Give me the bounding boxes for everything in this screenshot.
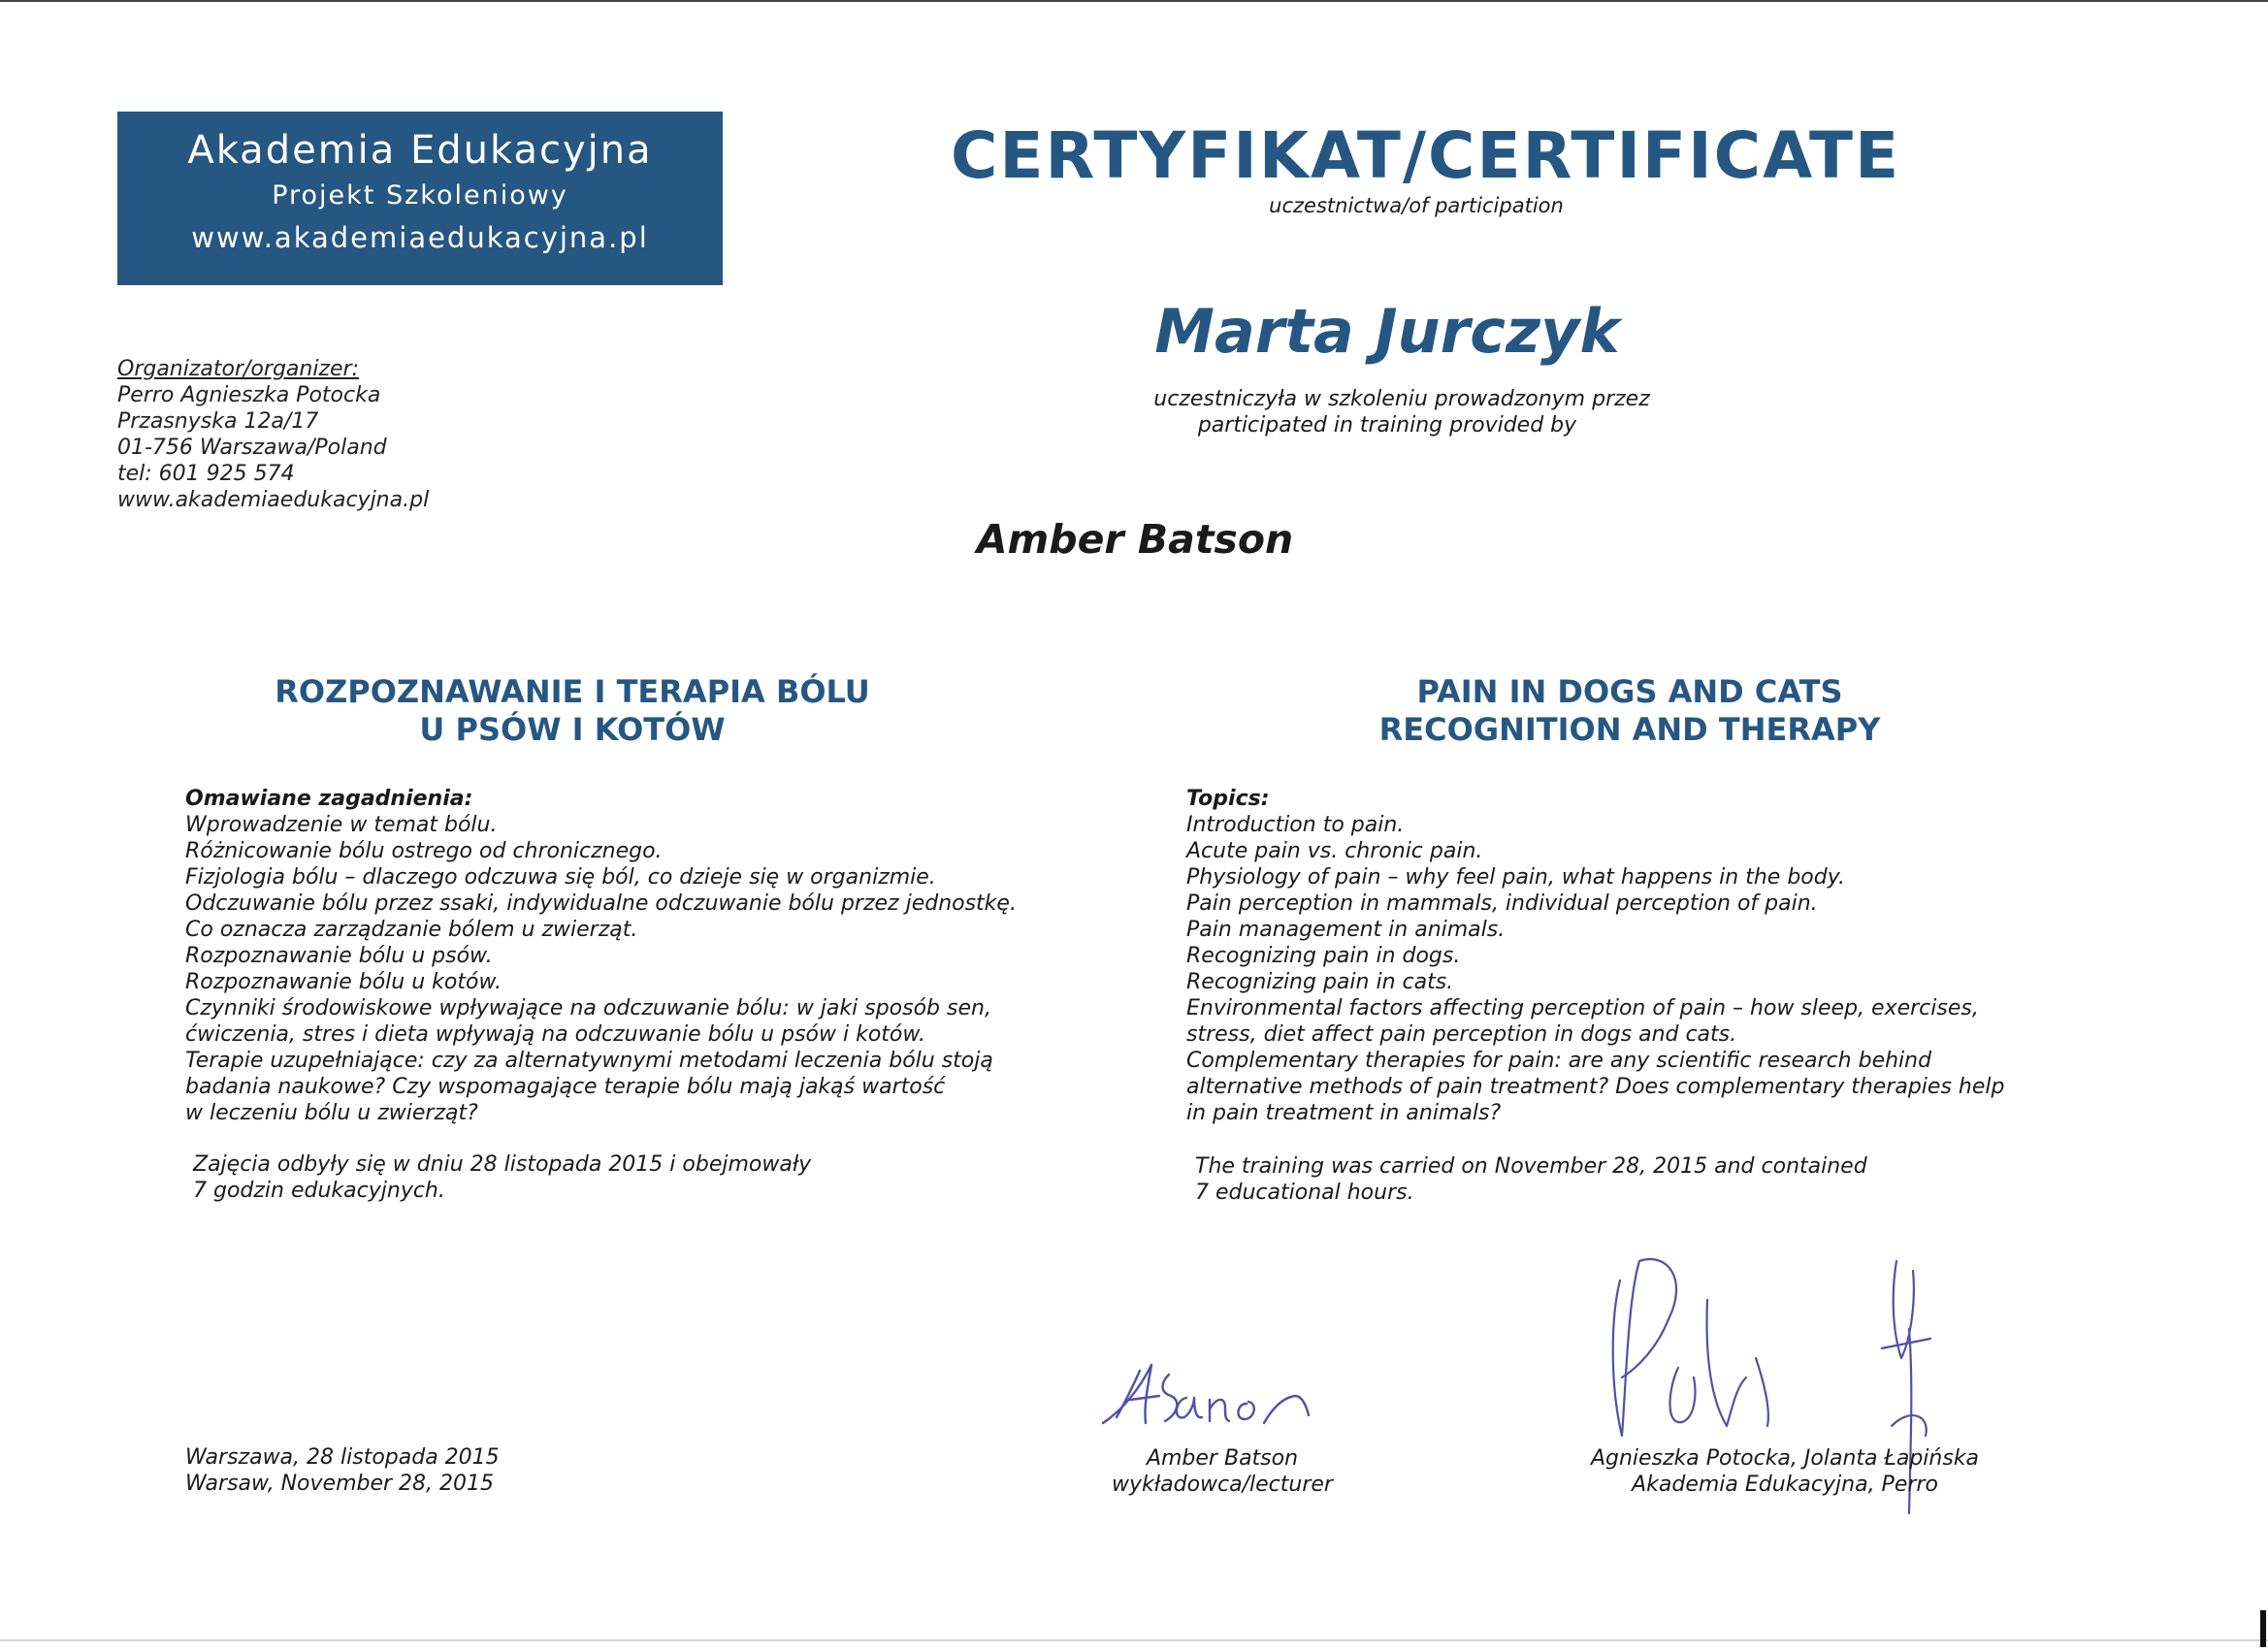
topic-item: Fizjologia bólu – dlaczego odczuwa się ból, co dzieje się w organizmie. (185, 865, 936, 890)
logo-title: Akademia Edukacyjna (187, 128, 653, 173)
scan-mark (2260, 1610, 2266, 1647)
organizer-line: tel: 601 925 574 (117, 462, 295, 486)
organizer-line: Perro Agnieszka Potocka (117, 383, 381, 407)
organizer-heading: Organizator/organizer: (117, 357, 359, 381)
topic-item: stress, diet affect pain perception in dogs and cats. (1186, 1022, 1737, 1047)
topic-item: Environmental factors affecting perception of pain – how sleep, exercises, (1186, 996, 1979, 1020)
organizers-org: Akademia Edukacyjna, Perro (1632, 1473, 1938, 1497)
organizers-caption (1542, 1445, 2027, 1498)
organizer-line: Przasnyska 12a/17 (117, 409, 319, 434)
course-title-line: RECOGNITION AND THERAPY (1378, 711, 1881, 748)
summary-line: The training was carried on November 28, 2015 and contained (1195, 1154, 1867, 1179)
organizer-line: 01-756 Warszawa/Poland (117, 436, 387, 460)
topic-item: Czynniki środowiskowe wpływające na odczuwanie bólu: w jaki sposób sen, (185, 996, 991, 1020)
topic-item: Terapie uzupełniające: czy za alternatywnymi metodami leczenia bólu stoją (185, 1049, 993, 1073)
logo-url: www.akademiaedukacyjna.pl (191, 221, 649, 254)
organizer-line: www.akademiaedukacyjna.pl (117, 488, 430, 512)
course-title-line: U PSÓW I KOTÓW (419, 711, 726, 748)
issue-date-polish: Warszawa, 28 listopada 2015 (185, 1445, 500, 1470)
logo-subtitle: Projekt Szkoleniowy (272, 180, 568, 210)
topic-item: alternative methods of pain treatment? Does complementary therapies help (1186, 1075, 2005, 1099)
summary-line: 7 godzin edukacyjnych. (193, 1179, 445, 1203)
topic-item: badania naukowe? Czy wspomagające terapie bólu mają jakąś wartość (185, 1075, 946, 1099)
participant-name: Marta Jurczyk (1154, 296, 1620, 367)
topic-item: Pain management in animals. (1186, 918, 1506, 942)
lecturer-signature (1101, 1353, 1373, 1441)
topics-polish (185, 786, 1017, 1126)
course-title-line: PAIN IN DOGS AND CATS (1416, 673, 1843, 710)
lecturer-name: Amber Batson (1146, 1446, 1299, 1471)
topics-heading: Topics: (1186, 787, 1270, 811)
topic-item: Acute pain vs. chronic pain. (1186, 839, 1483, 863)
intro-polish: uczestniczyła w szkoleniu prowadzonym przez (1153, 387, 1650, 411)
scan-edge-bottom (0, 1639, 2268, 1651)
topic-item: Co oznacza zarządzanie bólem u zwierząt. (185, 918, 638, 942)
summary-polish (193, 1151, 811, 1204)
summary-line: Zajęcia odbyły się w dniu 28 listopada 2015 i obejmowały (193, 1152, 812, 1177)
certificate-title: CERTYFIKAT/CERTIFICATE (951, 118, 1901, 193)
topic-item: Różnicowanie bólu ostrego od chronicznego. (185, 839, 663, 863)
course-title-line: ROZPOZNAWANIE I TERAPIA BÓLU (275, 673, 870, 710)
topic-item: in pain treatment in animals? (1186, 1101, 1502, 1125)
topic-item: Odczuwanie bólu przez ssaki, indywidualne odczuwanie bólu przez jednostkę. (185, 891, 1017, 916)
topic-item: Wprowadzenie w temat bólu. (185, 813, 498, 837)
topic-item: Introduction to pain. (1186, 813, 1405, 837)
lecturer-caption (1028, 1445, 1416, 1498)
topics-heading: Omawiane zagadnienia: (185, 787, 473, 811)
course-title-polish (184, 673, 960, 749)
topic-item: Physiology of pain – why feel pain, what happens in the body. (1186, 865, 1846, 890)
topic-item: w leczeniu bólu u zwierząt? (185, 1101, 478, 1125)
trainer-name: Amber Batson (976, 516, 1294, 563)
organizer-block (117, 356, 429, 513)
course-title-english (1251, 673, 2008, 749)
certificate-subtitle: uczestnictwa/of participation (1269, 194, 1564, 217)
topic-item: Complementary therapies for pain: are any scientific research behind (1186, 1049, 1932, 1073)
topic-item: Pain perception in mammals, individual perception of pain. (1186, 891, 1818, 916)
topics-english (1186, 786, 2004, 1126)
intro-english: participated in training provided by (1197, 413, 1577, 437)
issue-date (185, 1444, 500, 1497)
topic-item: Rozpoznawanie bólu u psów. (185, 944, 493, 968)
topic-item: Recognizing pain in dogs. (1186, 944, 1461, 968)
issue-date-english: Warsaw, November 28, 2015 (185, 1472, 495, 1496)
summary-english (1195, 1153, 1867, 1206)
summary-line: 7 educational hours. (1195, 1181, 1414, 1205)
logo-banner (117, 112, 723, 285)
organizers-names: Agnieszka Potocka, Jolanta Łapińska (1590, 1446, 1980, 1471)
scan-edge-top (0, 0, 2268, 2)
topic-item: Recognizing pain in cats. (1186, 970, 1454, 994)
topic-item: Rozpoznawanie bólu u kotów. (185, 970, 502, 994)
lecturer-role: wykładowca/lecturer (1112, 1473, 1333, 1497)
topic-item: ćwiczenia, stres i dieta wpływają na odczuwanie bólu u psów i kotów. (185, 1022, 925, 1047)
